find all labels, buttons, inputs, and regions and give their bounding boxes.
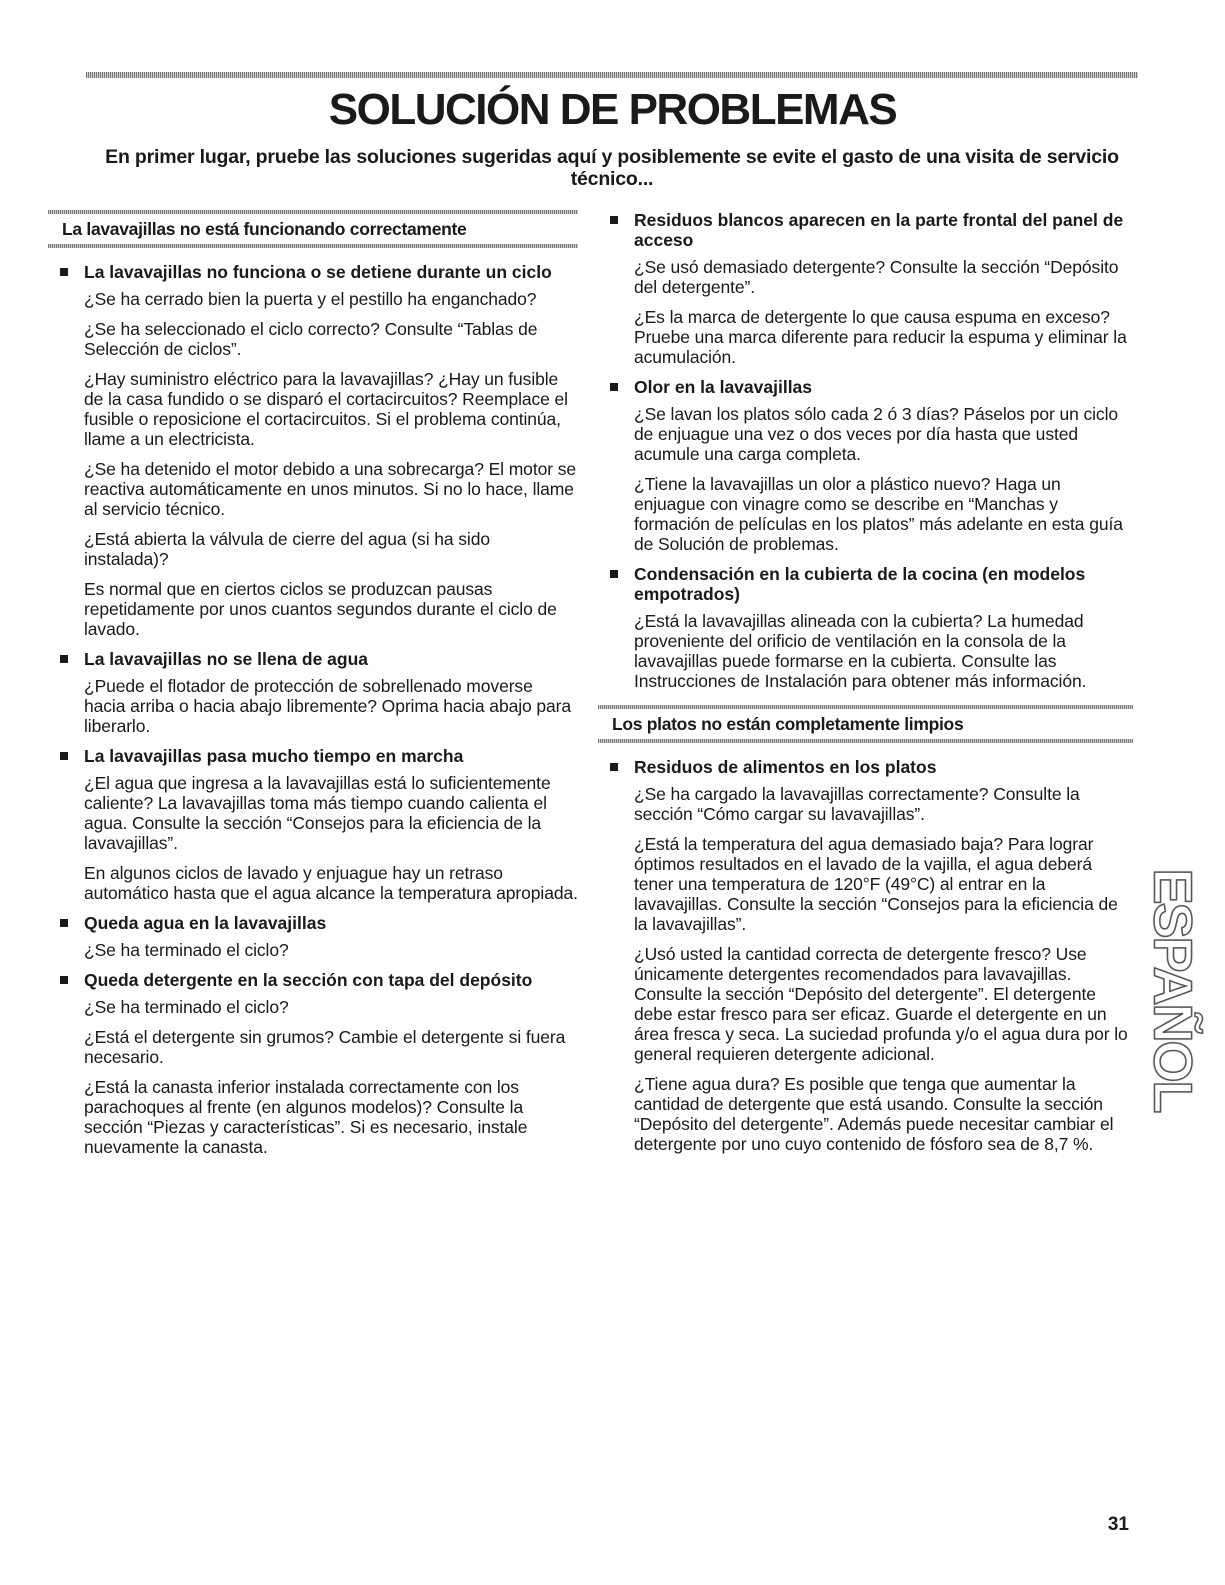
language-side-tab: [1143, 820, 1203, 1160]
troubleshooting-item: [598, 210, 1133, 367]
item-paragraph: ¿El agua que ingresa a la lavavajillas está lo suficientemente caliente? La lavavajillas toma más tiempo cuando calienta el agua. Consulte la sección “Consejos para la eficiencia de la lavavajillas”.: [84, 773, 551, 853]
item-paragraph: ¿Es la marca de detergente lo que causa espuma en exceso? Pruebe una marca diferente para reducir la espuma y eliminar la acumulación.: [634, 307, 1127, 367]
item-paragraph: ¿Se ha cerrado bien la puerta y el pestillo ha enganchado?: [84, 289, 537, 309]
square-bullet-icon: [60, 268, 68, 276]
item-paragraph: ¿Se ha seleccionado el ciclo correcto? Consulte “Tablas de Selección de ciclos”.: [84, 319, 538, 359]
item-paragraph: ¿Se ha detenido el motor debido a una sobrecarga? El motor se reactiva automáticamente en unos minutos. Si no lo hace, llame al servicio técnico.: [84, 459, 576, 519]
troubleshooting-item: [48, 913, 578, 960]
square-bullet-icon: [60, 655, 68, 663]
item-title: Olor en la lavavajillas: [634, 377, 813, 397]
square-bullet-icon: [610, 570, 618, 578]
item-paragraph: ¿Se ha terminado el ciclo?: [84, 940, 289, 960]
item-title: La lavavajillas no se llena de agua: [84, 649, 369, 669]
troubleshooting-item: [48, 262, 578, 639]
square-bullet-icon: [610, 383, 618, 391]
item-paragraph: ¿Se ha terminado el ciclo?: [84, 997, 289, 1017]
right-items-top-list: [598, 210, 1133, 691]
item-paragraph: ¿Está el detergente sin grumos? Cambie el detergente si fuera necesario.: [84, 1027, 566, 1067]
item-title: Residuos blancos aparecen en la parte frontal del panel de acceso: [634, 210, 1124, 250]
troubleshooting-item: [598, 564, 1133, 691]
troubleshooting-item: [598, 377, 1133, 554]
square-bullet-icon: [610, 216, 618, 224]
item-paragraph: ¿Tiene agua dura? Es posible que tenga que aumentar la cantidad de detergente que está usando. Consulte la sección “Depósito del detergente”. Además puede necesitar cambiar el detergente por uno cuyo contenido de fósforo sea de 8,7 %.: [634, 1074, 1114, 1154]
square-bullet-icon: [60, 976, 68, 984]
right-items-bottom-list: [598, 757, 1133, 1154]
language-side-tab-label: ESPAÑOL: [1143, 868, 1203, 1112]
troubleshooting-item: [598, 757, 1133, 1154]
troubleshooting-item: [48, 746, 578, 903]
item-paragraph: ¿Se lavan los platos sólo cada 2 ó 3 días? Páselos por un ciclo de enjuague una vez o dos veces por día hasta que usted acumule una carga completa.: [634, 404, 1118, 464]
troubleshooting-item: [48, 970, 578, 1157]
square-bullet-icon: [610, 763, 618, 771]
item-paragraph: ¿Tiene la lavavajillas un olor a plástico nuevo? Haga un enjuague con vinagre como se describe en “Manchas y formación de películas en los platos” más adelante en esta guía de Solución de problemas.: [634, 474, 1123, 554]
item-paragraph: ¿Está la canasta inferior instalada correctamente con los parachoques al frente (en algunos modelos)? Consulte la sección “Piezas y características”. Si es necesario, instale nuevamente la canasta.: [84, 1077, 528, 1157]
page-subtitle: En primer lugar, pruebe las soluciones sugeridas aquí y posiblemente se evite el gasto de una visita de servicio técnico...: [105, 146, 1119, 190]
item-title: La lavavajillas pasa mucho tiempo en marcha: [84, 746, 464, 766]
troubleshooting-item: [48, 649, 578, 736]
item-paragraph: En algunos ciclos de lavado y enjuague hay un retraso automático hasta que el agua alcance la temperatura apropiada.: [84, 863, 578, 903]
item-paragraph: ¿Está la temperatura del agua demasiado baja? Para lograr óptimos resultados en el lavado de la vajilla, el agua deberá tener una temperatura de 120°F (49°C) al entrar en la lavavajillas. Consulte la sección “Consejos para la eficiencia de la lavavajillas”.: [634, 834, 1118, 934]
section-heading-dishes-not-clean: Los platos no están completamente limpios: [598, 705, 1133, 743]
page-number: 31: [1107, 1514, 1129, 1535]
item-paragraph: ¿Usó usted la cantidad correcta de detergente fresco? Use únicamente detergentes recomendados para lavavajillas. Consulte la sección “Depósito del detergente”. El detergente debe estar fresco para ser eficaz. Guarde el detergente en un área fresca y seca. La suciedad profunda y/o el agua dura por lo general requieren detergente adicional.: [634, 944, 1128, 1064]
top-rule: [86, 72, 1138, 78]
item-title: Residuos de alimentos en los platos: [634, 757, 937, 777]
item-paragraph: Es normal que en ciertos ciclos se produzcan pausas repetidamente por unos cuantos segundos durante el ciclo de lavado.: [84, 579, 557, 639]
square-bullet-icon: [60, 752, 68, 760]
item-paragraph: ¿Puede el flotador de protección de sobrellenado moverse hacia arriba o hacia abajo libremente? Oprima hacia abajo para liberarlo.: [84, 676, 572, 736]
item-paragraph: ¿Se usó demasiado detergente? Consulte la sección “Depósito del detergente”.: [634, 257, 1119, 297]
item-paragraph: ¿Hay suministro eléctrico para la lavavajillas? ¿Hay un fusible de la casa fundido o se disparó el cortacircuitos? Reemplace el fusible o reposicione el cortacircuitos. Si el problema continúa, llame a un electricista.: [84, 369, 568, 449]
section-heading-not-working: La lavavajillas no está funcionando correctamente: [48, 210, 578, 248]
item-paragraph: ¿Se ha cargado la lavavajillas correctamente? Consulte la sección “Cómo cargar su lavavajillas”.: [634, 784, 1080, 824]
item-paragraph: ¿Está la lavavajillas alineada con la cubierta? La humedad proveniente del orificio de ventilación en la consola de la lavavajillas puede formarse en la cubierta. Consulte las Instrucciones de Instalación para obtener más información.: [634, 611, 1087, 691]
square-bullet-icon: [60, 919, 68, 927]
item-paragraph: ¿Está abierta la válvula de cierre del agua (si ha sido instalada)?: [84, 529, 490, 569]
left-column: [48, 210, 578, 1167]
left-items-list: [48, 262, 578, 1157]
item-title: Condensación en la cubierta de la cocina (en modelos empotrados): [634, 564, 1086, 604]
item-title: La lavavajillas no funciona o se detiene durante un ciclo: [84, 262, 552, 282]
page-title: SOLUCIÓN DE PROBLEMAS: [328, 85, 897, 134]
item-title: Queda detergente en la sección con tapa del depósito: [84, 970, 533, 990]
item-title: Queda agua en la lavavajillas: [84, 913, 327, 933]
right-column: [598, 210, 1133, 1164]
